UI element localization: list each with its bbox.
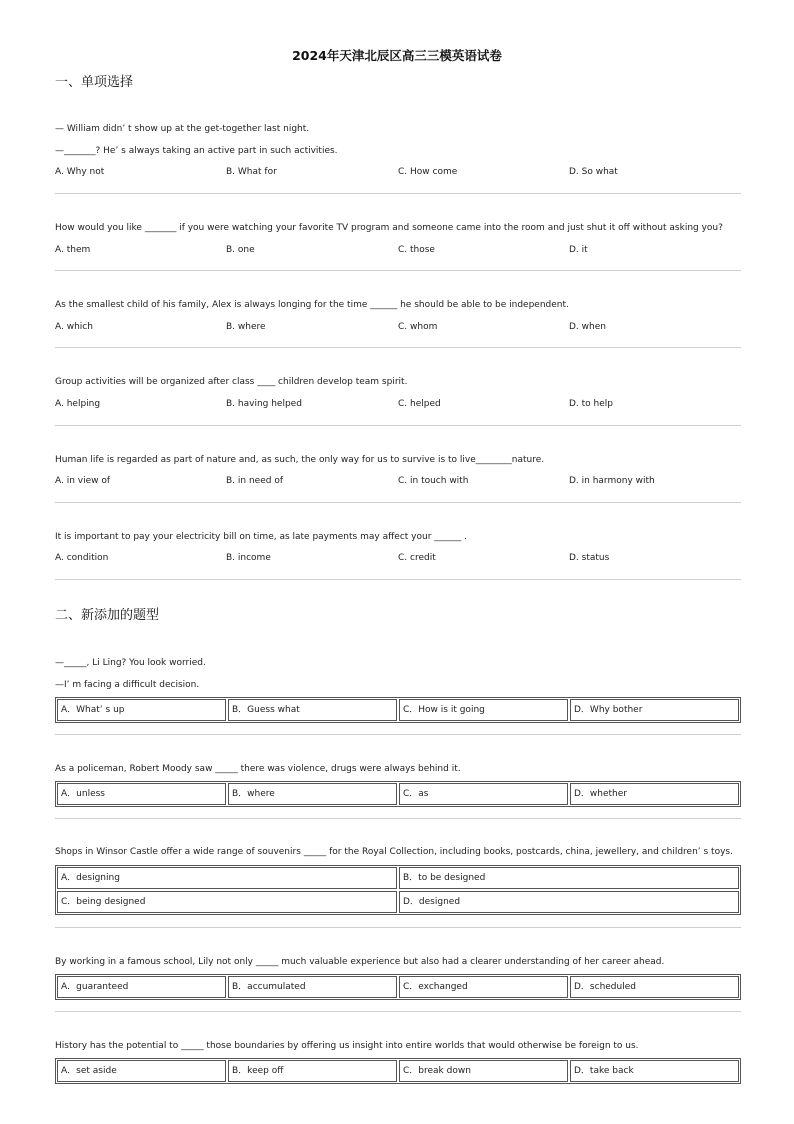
question-text: History has the potential to _____ those boundaries by offering us insight into entire worlds that would otherwise be foreign to us. xyxy=(55,1041,639,1051)
question-text: As the smallest child of his family, Alex is always longing for the time ______ he should be able to be independent. xyxy=(55,300,569,310)
option-b[interactable]: B．where xyxy=(228,783,397,805)
option-b[interactable]: B．keep off xyxy=(228,1060,397,1082)
option-a[interactable]: A. them xyxy=(55,245,91,255)
option-d[interactable]: D. to help xyxy=(569,399,614,409)
options-table xyxy=(55,781,741,807)
question-text: —_______? He’ s always taking an active part in such activities. xyxy=(55,146,338,156)
question-text: It is important to pay your electricity bill on time, as late payments may affect your ______ . xyxy=(55,532,467,542)
option-d[interactable]: D. in harmony with xyxy=(569,476,655,486)
option-d[interactable]: D．designed xyxy=(399,891,739,913)
option-c[interactable]: C. in touch with xyxy=(398,476,469,486)
question-text: As a policeman, Robert Moody saw _____ there was violence, drugs were always behind it. xyxy=(55,764,461,774)
option-a[interactable]: A．set aside xyxy=(57,1060,226,1082)
question-text: Group activities will be organized after class ____ children develop team spirit. xyxy=(55,377,408,387)
option-d[interactable]: D. it xyxy=(569,245,588,255)
option-b[interactable]: B. having helped xyxy=(226,399,302,409)
option-b[interactable]: B. What for xyxy=(226,167,277,177)
option-d[interactable]: D. status xyxy=(569,553,610,563)
option-c[interactable]: C. those xyxy=(398,245,435,255)
question-text: — William didn’ t show up at the get-together last night. xyxy=(55,124,310,134)
divider xyxy=(55,502,741,503)
question-text: Human life is regarded as part of nature and, as such, the only way for us to survive is to live________nature. xyxy=(55,455,545,465)
option-d[interactable]: D．Why bother xyxy=(570,699,739,721)
page-title: 2024年天津北辰区高三三模英语试卷 xyxy=(292,48,502,63)
option-a[interactable]: A．designing xyxy=(57,867,397,889)
option-a[interactable]: A. in view of xyxy=(55,476,111,486)
divider xyxy=(55,1011,741,1012)
option-a[interactable]: A. which xyxy=(55,322,93,332)
option-d[interactable]: D．scheduled xyxy=(570,976,739,998)
section-heading-single-choice: 一、单项选择 xyxy=(55,75,134,90)
option-b[interactable]: B. in need of xyxy=(226,476,283,486)
divider xyxy=(55,270,741,271)
divider xyxy=(55,927,741,928)
option-b[interactable]: B. income xyxy=(226,553,271,563)
option-c[interactable]: C．break down xyxy=(399,1060,568,1082)
option-b[interactable]: B．Guess what xyxy=(228,699,397,721)
divider xyxy=(55,734,741,735)
section-heading-new-types: 二、新添加的题型 xyxy=(55,608,160,623)
option-a[interactable]: A．guaranteed xyxy=(57,976,226,998)
option-c[interactable]: C．exchanged xyxy=(399,976,568,998)
divider xyxy=(55,193,741,194)
divider xyxy=(55,347,741,348)
option-b[interactable]: B．accumulated xyxy=(228,976,397,998)
option-d[interactable]: D. So what xyxy=(569,167,618,177)
option-b[interactable]: B. where xyxy=(226,322,266,332)
options-table xyxy=(55,865,741,915)
option-a[interactable]: A. helping xyxy=(55,399,101,409)
option-c[interactable]: C．How is it going xyxy=(399,699,568,721)
option-d[interactable]: D．whether xyxy=(570,783,739,805)
question-text: —_____, Li Ling? You look worried. xyxy=(55,658,206,668)
question-text: —I’ m facing a difficult decision. xyxy=(55,680,200,690)
options-table xyxy=(55,697,741,723)
divider xyxy=(55,579,741,580)
option-a[interactable]: A．What’ s up xyxy=(57,699,226,721)
option-a[interactable]: A. Why not xyxy=(55,167,105,177)
option-a[interactable]: A．unless xyxy=(57,783,226,805)
option-c[interactable]: C．as xyxy=(399,783,568,805)
divider xyxy=(55,425,741,426)
option-c[interactable]: C．being designed xyxy=(57,891,397,913)
option-b[interactable]: B. one xyxy=(226,245,255,255)
option-c[interactable]: C. helped xyxy=(398,399,441,409)
divider xyxy=(55,818,741,819)
question-text: How would you like _______ if you were watching your favorite TV program and someone came into the room and just shut it off without asking you? xyxy=(55,223,723,233)
option-d[interactable]: D．take back xyxy=(570,1060,739,1082)
options-table xyxy=(55,974,741,1000)
question-text: Shops in Winsor Castle offer a wide range of souvenirs _____ for the Royal Collection, including books, postcards, china, jewellery, and children’ s toys. xyxy=(55,847,733,857)
option-c[interactable]: C. whom xyxy=(398,322,438,332)
option-c[interactable]: C. credit xyxy=(398,553,436,563)
option-c[interactable]: C. How come xyxy=(398,167,458,177)
options-table xyxy=(55,1058,741,1084)
question-text: By working in a famous school, Lily not only _____ much valuable experience but also had a clearer understanding of her career ahead. xyxy=(55,957,665,967)
option-d[interactable]: D. when xyxy=(569,322,606,332)
option-a[interactable]: A. condition xyxy=(55,553,109,563)
option-b[interactable]: B．to be designed xyxy=(399,867,739,889)
